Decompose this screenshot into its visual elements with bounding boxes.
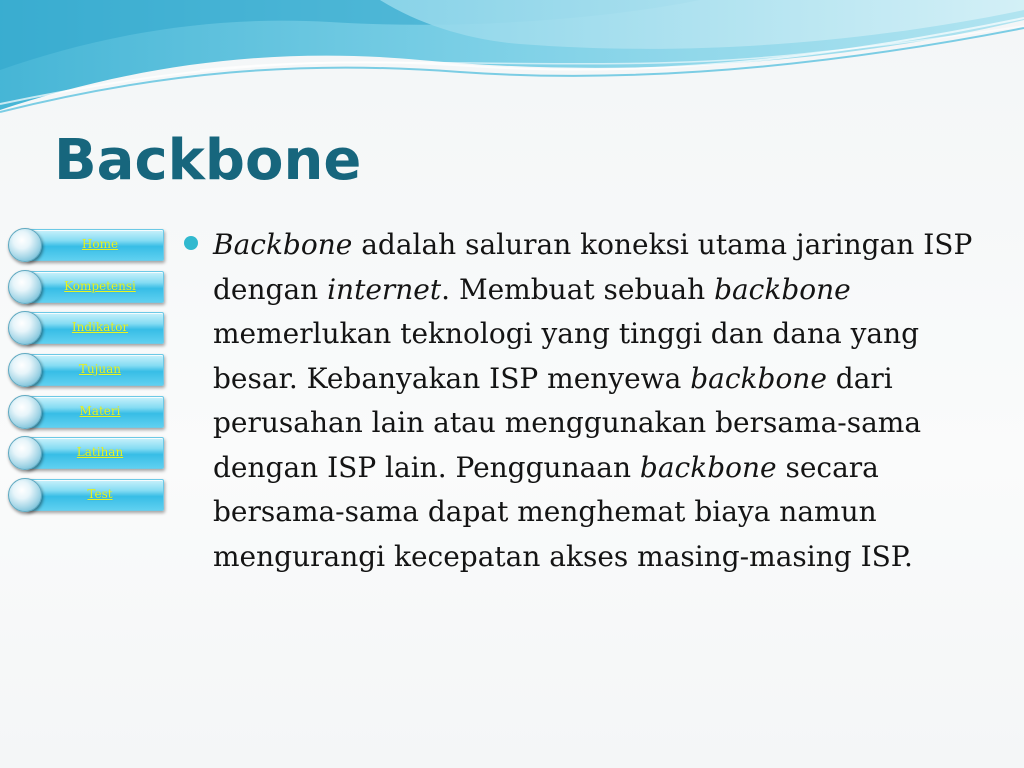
text-segment: . Membuat sebuah (441, 272, 715, 306)
nav-button-tujuan[interactable] (8, 353, 163, 387)
header-wave-decoration (0, 0, 1024, 130)
bullet-paragraph (213, 223, 973, 579)
term-backbone: backbone (714, 272, 851, 306)
text-segment: adalah saluran koneksi utama jaringan ISP dengan (213, 228, 973, 306)
nav-button-materi[interactable] (8, 395, 163, 429)
term-backbone: backbone (639, 450, 777, 484)
nav-button-home[interactable] (8, 228, 163, 262)
term-backbone: backbone (690, 361, 827, 395)
nav-orb-icon (8, 228, 42, 262)
nav-orb-icon (8, 353, 42, 387)
slide-content (184, 223, 974, 579)
bullet-dot-icon (184, 236, 198, 250)
nav-orb-icon (8, 478, 42, 512)
text-segment: dari perusahan lain atau menggunakan bersama-sama dengan ISP lain. Penggunaan (213, 361, 922, 484)
nav-orb-icon (8, 270, 42, 304)
nav-link-test[interactable]: Test (87, 487, 113, 502)
slide-title: Backbone (54, 128, 362, 193)
nav-link-materi[interactable]: Materi (79, 403, 121, 418)
nav-button-latihan[interactable] (8, 436, 163, 470)
term-internet: internet (327, 272, 442, 306)
nav-link-latihan[interactable]: Latihan (76, 445, 124, 460)
nav-orb-icon (8, 395, 42, 429)
nav-button-kompetensi[interactable] (8, 270, 163, 304)
nav-link-indikator[interactable]: Indikator (71, 320, 129, 335)
nav-link-kompetensi[interactable]: Kompetensi (64, 278, 136, 293)
nav-link-home[interactable]: Home (81, 237, 119, 251)
side-navigation (8, 228, 168, 520)
bullet-item (184, 223, 974, 579)
nav-button-indikator[interactable] (8, 311, 163, 345)
nav-link-tujuan[interactable]: Tujuan (78, 362, 122, 377)
text-segment: memerlukan teknologi yang tinggi dan dana yang besar. Kebanyakan ISP menyewa (213, 317, 920, 395)
nav-button-test[interactable] (8, 478, 163, 512)
text-segment: secara bersama-sama dapat menghemat biaya namun mengurangi kecepatan akses masing-masing ISP. (213, 450, 913, 573)
term-backbone: Backbone (213, 228, 353, 261)
